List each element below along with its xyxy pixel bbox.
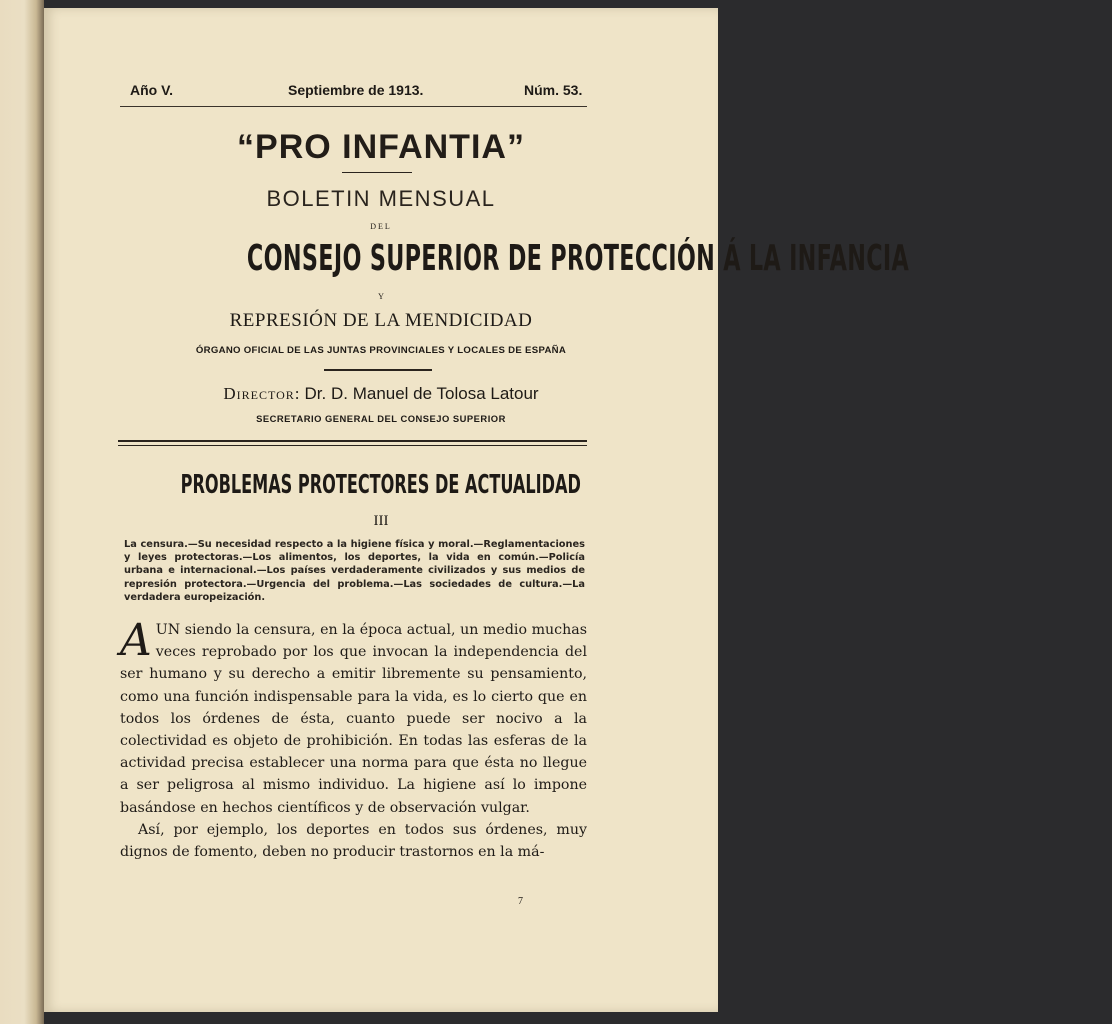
repression-line: REPRESIÓN DE LA MENDICIDAD <box>229 310 533 331</box>
section-title-wrap <box>44 470 718 500</box>
organ-line: ÓRGANO OFICIAL DE LAS JUNTAS PROVINCIALES Y LOCALES DE ESPAÑA <box>195 345 567 356</box>
paragraph-1 <box>120 615 587 819</box>
del-label: DEL <box>370 222 392 231</box>
director-line <box>44 384 718 404</box>
issue-date: Septiembre de 1913. <box>288 82 424 98</box>
journal-title: “PRO INFANTIA” <box>237 128 525 166</box>
double-rule-bottom <box>118 445 587 446</box>
issue-number: Núm. 53. <box>524 82 583 98</box>
organ-rule <box>324 369 432 371</box>
page-number: 7 <box>518 896 523 907</box>
page <box>44 8 910 1012</box>
double-rule-top <box>118 440 587 442</box>
drop-cap: A <box>120 615 152 666</box>
director-label: Director: <box>223 384 301 403</box>
issue-year: Año V. <box>130 82 174 98</box>
title-rule <box>342 172 412 173</box>
book-spine <box>0 0 44 1024</box>
article-summary: La censura.—Su necesidad respecto a la higiene física y moral.—Reglamentaciones y leyes protectoras.—Los alimentos, los deportes, la vida en común.—Policía urbana e internacional.—Los países verdaderamente civilizados y sus medios de represión protectora.—Urgencia del problema.—Las sociedades de cultura.—La verdadera europeización. <box>124 539 585 603</box>
article-body <box>120 615 587 863</box>
secretary-line: SECRETARIO GENERAL DEL CONSEJO SUPERIOR <box>256 413 506 424</box>
y-label: Y <box>378 292 384 301</box>
paragraph-1-text: UN siendo la censura, en la época actual, un medio muchas veces reprobado por los que invocan la independencia del ser humano y su derecho a emitir libremente su pensamiento, como una función indispensable para la vida, es lo cierto que en todos los órdenes de ésta, cuanto puede ser nocivo a la colectividad es objeto de prohibición. En todas las esferas de la actividad precisa establecer una norma para que ésta no llegue a ser peligrosa al mismo individuo. La higiene así lo impone basándose en hechos científicos y de observación vulgar. <box>120 622 587 816</box>
section-title: PROBLEMAS PROTECTORES DE ACTUALIDAD <box>180 470 582 500</box>
journal-subtitle: BOLETIN MENSUAL <box>266 186 496 211</box>
council-name: CONSEJO SUPERIOR DE PROTECCIÓN Á LA INFANCIA <box>246 238 910 279</box>
part-number: III <box>373 513 389 529</box>
paragraph-2: Así, por ejemplo, los deportes en todos sus órdenes, muy dignos de fomento, deben no producir trastornos en la má- <box>120 821 587 861</box>
council-wrap <box>44 238 910 279</box>
header-rule <box>120 106 587 107</box>
director-name: Dr. D. Manuel de Tolosa Latour <box>304 384 539 403</box>
